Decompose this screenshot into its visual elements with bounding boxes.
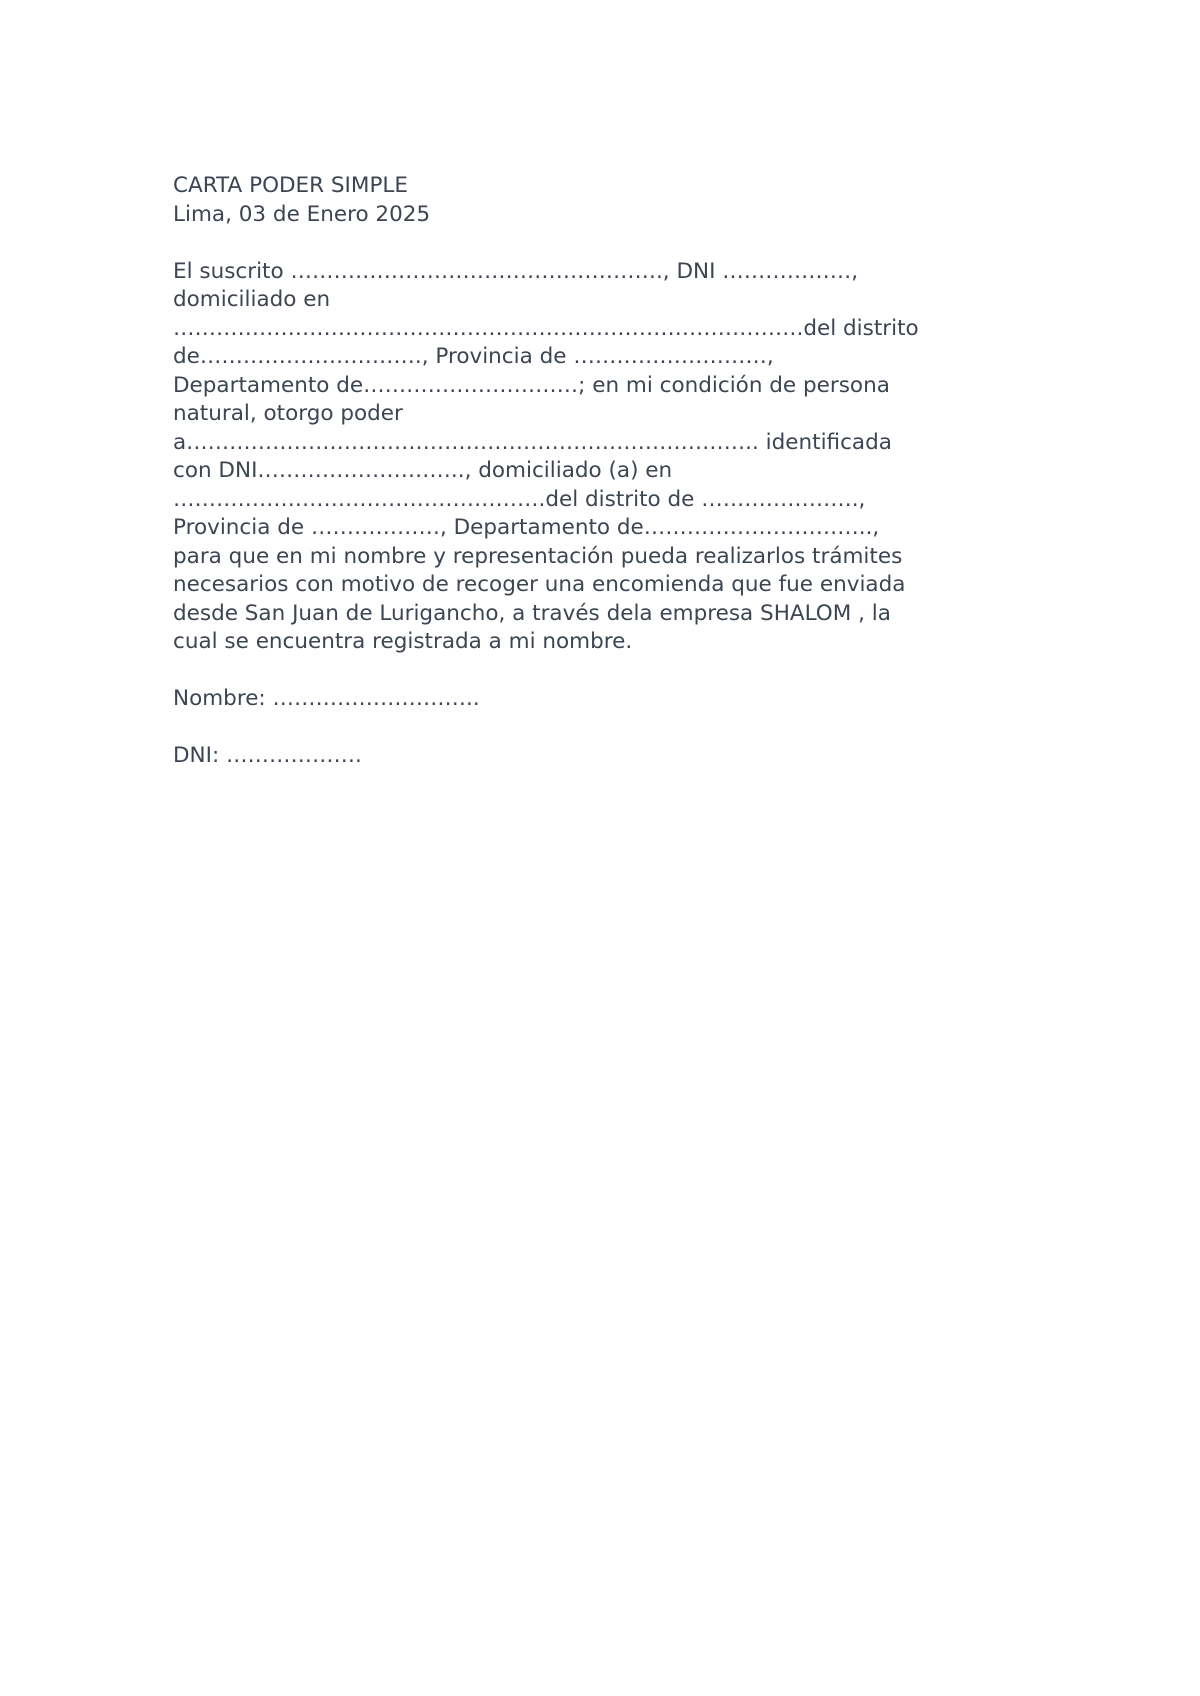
paragraph-gap [173, 714, 1023, 743]
body-line: cual se encuentra registrada a mi nombre. [173, 629, 633, 654]
body-line: a…………………………………………………………………….. identificada [173, 429, 892, 455]
paragraph-gap [173, 657, 1023, 686]
body-line: natural, otorgo poder [173, 401, 403, 426]
date-line: Lima, 03 de Enero 2025 [173, 201, 431, 227]
body-paragraph [173, 258, 1023, 657]
body-line: Departamento de…………………………; en mi condición de persona [173, 372, 890, 398]
body-line: de…………………………., Provincia de ………………………, [173, 344, 774, 369]
paragraph-gap [173, 229, 1023, 258]
letter-content [173, 172, 1023, 771]
body-line: domiciliado en [173, 287, 331, 312]
body-line: necesarios con motivo de recoger una encomienda que fue enviada [173, 572, 906, 597]
body-line: …………………………………………….del distrito de …………………., [173, 486, 866, 512]
body-line: El suscrito ……………………………………………., DNI ………………, [173, 258, 859, 284]
body-line: para que en mi nombre y representación pueda realizarlos trámites [173, 543, 903, 569]
body-line: Provincia de ………………, Departamento de………………………….., [173, 515, 880, 540]
dni-line: DNI: ………………. [173, 743, 362, 768]
name-line: Nombre: ……………………….. [173, 686, 480, 711]
body-line: desde San Juan de Lurigancho, a través dela empresa SHALOM , la [173, 600, 891, 626]
document-title: CARTA PODER SIMPLE [173, 173, 408, 198]
body-line: …………………………………………………………………………….del distrito [173, 315, 919, 341]
body-line: con DNI……………………….., domiciliado (a) en [173, 458, 673, 483]
